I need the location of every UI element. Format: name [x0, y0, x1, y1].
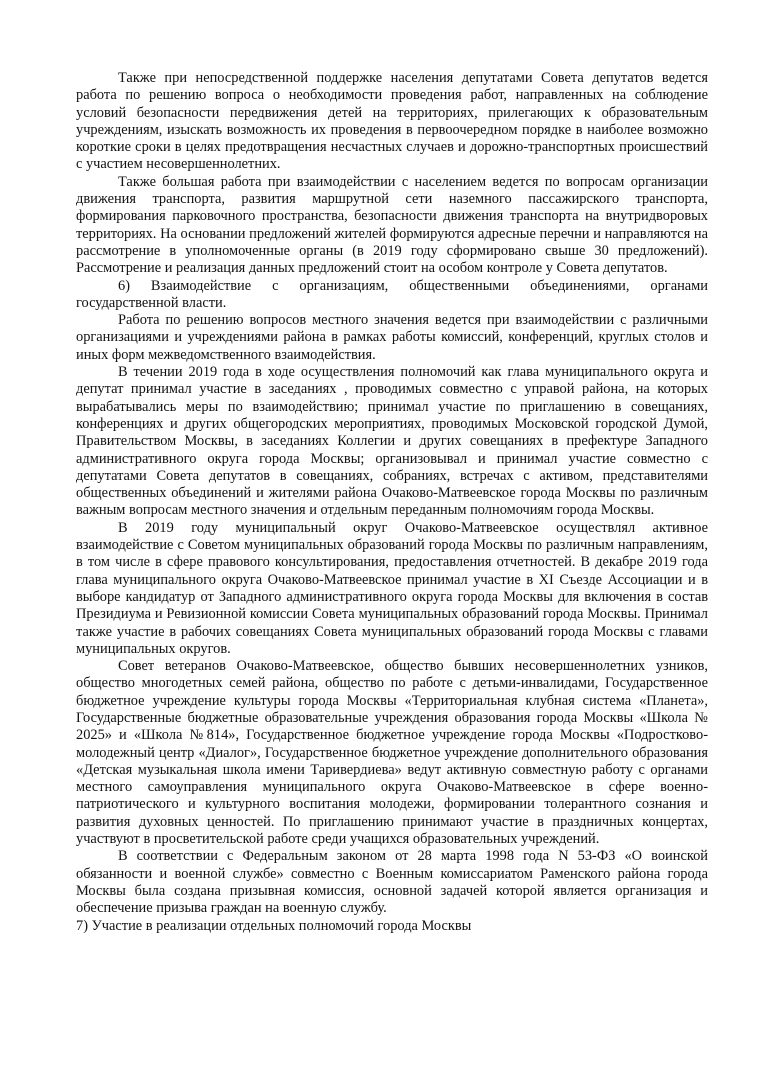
- paragraph-veterans-council: Совет ветеранов Очаково-Матвеевское, общество бывших несовершеннолетних узников, общество многодетных семей района, общество по работе с детьми-инвалидами, Государственное бюджетное учреждение культуры города Москвы «Территориальная клубная система «Планета», Государственные бюджетные образовательные учреждения образования города Москвы «Школа № 2025» и «Школа №814», Государственное бюджетное учреждение города Москвы «Подростково-молодежный центр «Диалог», Государственное бюджетное учреждение дополнительного образования «Детская музыкальная школа имени Таривердиева» ведут активную совместную работу с органами местного самоуправления муниципального округа Очаково-Матвеевское в сфере военно-патриотического и культурного воспитания молодежи, формировании толерантного сознания и развития духовных ценностей. По приглашению принимают участие в праздничных концертах, участвуют в просветительской работе среди учащихся образовательных учреждений.: [76, 658, 708, 848]
- paragraph-municipal-council: В 2019 году муниципальный округ Очаково-Матвеевское осуществлял активное взаимодействие с Советом муниципальных образований города Москвы по различным направлениям, в том числе в сфере правового консультирования, предоставления отчетностей. В декабре 2019 года глава муниципального округа Очаково-Матвеевское принимал участие в XI Съезде Ассоциации и в выборе кандидатур от Западного административного округа города Москвы для включения в состав Президиума и Ревизионной комиссии Совета муниципальных образований города Москвы. Принимал также участие в рабочих совещаниях Совета муниципальных образований города Москвы с главами муниципальных округов.: [76, 519, 708, 657]
- paragraph-interagency-work: Работа по решению вопросов местного значения ведется при взаимодействии с различными организациями и учреждениями района в рамках работы комиссий, конференций, круглых столов и иных форм межведомственного взаимодействия.: [76, 312, 708, 363]
- paragraph-conscription-commission: В соответствии с Федеральным законом от 28 марта 1998 года N 53-ФЗ «О воинской обязанности и военной службе» совместно с Военным комиссариатом Раменского района города Москвы была создана призывная комиссия, основной задачей которой является организация и обеспечение призыва граждан на военную службу.: [76, 848, 708, 917]
- paragraph-transport-organization: Также большая работа при взаимодействии с населением ведется по вопросам организации движения транспорта, развития маршрутной сети наземного пассажирского транспорта, формирования парковочного пространства, безопасности движения транспорта на внутридворовых территориях. На основании предложений жителей формируются адресные перечни и направляются на рассмотрение в уполномоченные органы (в 2019 году сформировано свыше 30 предложений). Рассмотрение и реализация данных предложений стоит на особом контроле у Совета депутатов.: [76, 173, 708, 277]
- section-heading-6: 6) Взаимодействие с организациям, общественными объединениями, органами государственной власти.: [76, 277, 708, 311]
- section-heading-7: 7) Участие в реализации отдельных полномочий города Москвы: [76, 917, 472, 934]
- paragraph-head-participation: В течении 2019 года в ходе осуществления полномочий как глава муниципального округа и депутат принимал участие в заседаниях , проводимых совместно с управой района, на которых вырабатывались меры по взаимодействию; принимал участие по приглашению в совещаниях, конференциях и других общегородских мероприятиях, проводимых Московской городской Думой, Правительством Москвы, в заседаниях Коллегии и других совещаниях в префектуре Западного административного округа города Москвы; организовывал и принимал участие совместно с депутатами Совета депутатов в совещаниях, собраниях, встречах с активом, представителями общественных объединений и жителями района Очаково-Матвеевское города Москвы по различным важным вопросам местного значения и отдельным переданным полномочиям города Москвы.: [76, 364, 708, 519]
- paragraph-traffic-safety-children: Также при непосредственной поддержке населения депутатами Совета депутатов ведется работа по решению вопроса о необходимости проведения работ, направленных на соблюдение условий безопасности передвижения детей на территориях, прилегающих к образовательным учреждениям, изыскать возможность их проведения в первоочередном порядке в наиболее возможно короткие сроки в целях предотвращения несчастных случаев и дорожно-транспортных происшествий с участием несовершеннолетних.: [76, 70, 708, 173]
- document-page: [76, 70, 708, 935]
